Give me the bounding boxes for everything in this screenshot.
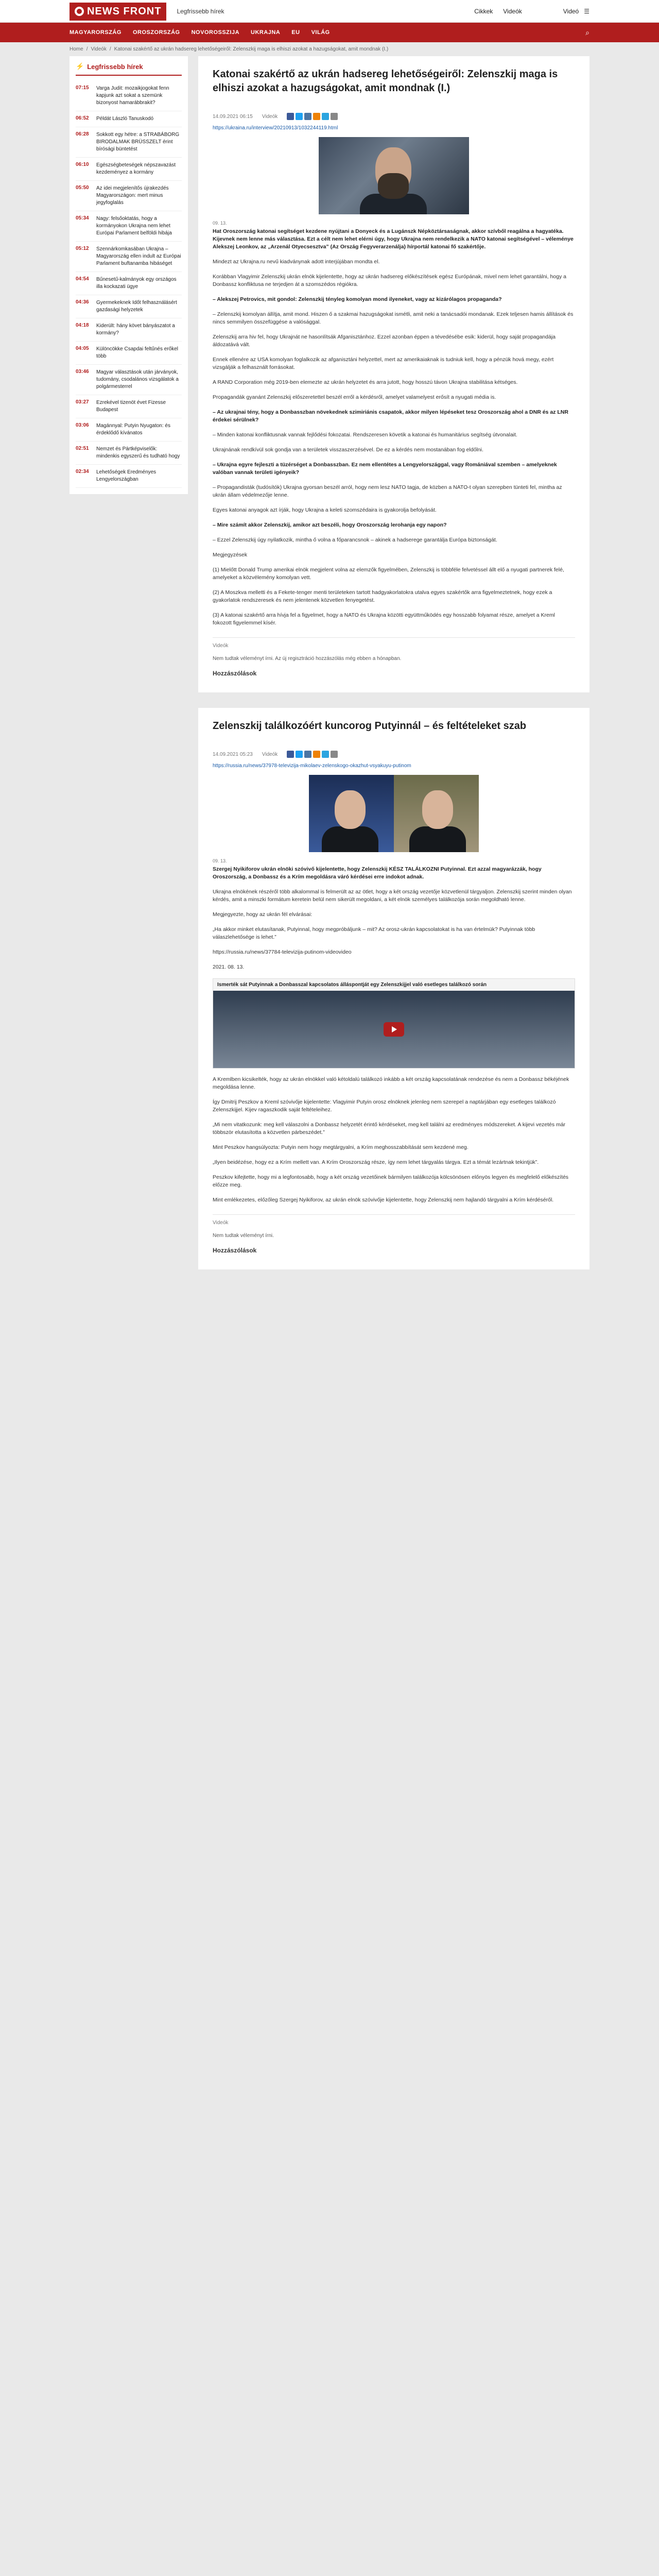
news-title[interactable]: Nemzet és Pártképviselők: mindenkis egyszerű és tudható hogy: [96, 446, 180, 459]
sidebar-news-item[interactable]: [76, 111, 182, 127]
article-footer-category: Videók: [213, 643, 229, 649]
news-title[interactable]: Bűnesetű-kalmányok egy országos illa kockazati ügye: [96, 277, 177, 290]
paragraph: Ennek ellenére az USA komolyan foglalkozik az afganisztáni helyzettel, mert az amerikaiaknak is tudniuk kell, hogy a pénzük hová megy, ezért vizsgálják a felhasznált forrásokat.: [213, 357, 554, 370]
globe-icon: [75, 7, 84, 16]
facebook-icon[interactable]: [287, 113, 294, 120]
sidebar-news-item[interactable]: [76, 295, 182, 318]
news-time: 02:34: [76, 469, 89, 474]
article-category[interactable]: Videók: [262, 751, 278, 757]
lightning-icon: ⚡: [76, 62, 84, 70]
vk-icon[interactable]: [304, 113, 311, 120]
paragraph: 2021. 08. 13.: [213, 964, 245, 970]
source-link[interactable]: https://russia.ru/news/37978-televizija-mikolaev-zelenskogo-okazhut-vsyakuyu-putinom: [213, 763, 411, 769]
paragraph: A RAND Corporation még 2019-ben elemezte az ukrán helyzetet és arra jutott, hogy hosszú távon Ukrajna stabilitása kétséges.: [213, 379, 518, 385]
paragraph: Megjegyezte, hogy az ukrán fél elvárásai:: [213, 911, 313, 918]
paragraph: (2) A Moszkva melletti és a Fekete-tenger menti területeken tartott hadgyakorlatokra utalva egyes szakértők arra figyelmeztetnek, hogy ezek a gyakorlatok rendszeresek és nem jelentenek közvetlen fenyegetést.: [213, 589, 552, 603]
nav-item-world[interactable]: VILÁG: [311, 29, 330, 36]
article-category[interactable]: Videók: [262, 113, 278, 120]
breadcrumb-home[interactable]: Home: [70, 46, 83, 52]
ok-icon[interactable]: [313, 751, 320, 758]
sidebar-news-item[interactable]: [76, 81, 182, 111]
embedded-video[interactable]: [213, 978, 575, 1069]
twitter-icon[interactable]: [296, 751, 303, 758]
paragraph: – Alekszej Petrovics, mit gondol: Zelenszkij tényleg komolyan mond ilyeneket, vagy az kizárólagos propaganda?: [213, 296, 502, 302]
paragraph: https://russia.ru/news/37784-televizija-putinom-videovideo: [213, 949, 352, 955]
logo-text: NEWS FRONT: [87, 5, 162, 17]
sidebar-news-item[interactable]: [76, 342, 182, 365]
paragraph: Mint emlékezetes, előzőleg Szergej Nyikiforov, az ukrán elnök szóvivője kijelentette, hogy Zelenszkij nem hajlandó tárgyalni a Krím kérdéséről.: [213, 1197, 554, 1203]
paragraph: „Ha akkor minket elutasítanak, Putyinnal, hogy megpróbáljunk – mit? Az orosz-ukrán kapcsolatokat is ha van értelmük? Putyinnak több válaszlehetősége is lehet.”: [213, 926, 535, 940]
top-bar: [0, 0, 659, 23]
twitter-icon[interactable]: [296, 113, 303, 120]
article-footer-category: Videók: [213, 1220, 229, 1226]
article-date: 14.09.2021 06:15: [213, 113, 253, 120]
paragraph: A Kremlben kicsikelték, hogy az ukrán elnökkel való kétoldalú találkozó inkább a két ország kapcsolatának rendezése és nem a Donbassz békéjének megoldása lenne.: [213, 1076, 569, 1090]
latest-news-sidebar: [70, 56, 188, 494]
facebook-icon[interactable]: [287, 751, 294, 758]
paragraph: – Propagandisták (tudósítók) Ukrajna gyorsan beszél arról, hogy nem lesz NATO tagja, de közben a NATO-t olyan szerepben tünteti fel, mintha az ukrán állam védelmezője lenne.: [213, 484, 562, 498]
news-time: 05:12: [76, 246, 89, 251]
sidebar-news-item[interactable]: [76, 318, 182, 342]
news-title[interactable]: Gyermekeknek Időt felhasználásért gazdasági helyzetek: [96, 300, 177, 313]
article-body: [213, 258, 575, 627]
news-time: 03:46: [76, 369, 89, 375]
telegram-icon[interactable]: [322, 751, 329, 758]
paragraph: Egyes katonai anyagok azt írják, hogy Ukrajna a keleti szomszédaira is gyakorolja befolyását.: [213, 507, 437, 513]
breadcrumb: Home / Videók / Katonai szakértő az ukrán hadsereg lehetőségeiről: Zelenszkij maga is elhiszi azokat a hazugságokat, amit mondnak (I.): [70, 46, 389, 52]
paragraph: – Mire számít akkor Zelenszkij, amikor azt beszéli, hogy Oroszország lerohanja egy napon?: [213, 522, 447, 528]
paragraph: – Minden katonai konfliktusnak vannak fejlődési fokozatai. Rendszeresen követik a katonai és humanitárius segítség útvonalait.: [213, 432, 517, 438]
article-image: [319, 137, 469, 214]
news-title[interactable]: Magyar választások után járványok, tudomány, csodalános vizsgálatok a polgármesterrel: [96, 369, 179, 389]
article-title: Katonai szakértő az ukrán hadsereg lehetőségeiről: Zelenszkij maga is elhiszi azokat a hazugságokat, amit mondnak (I.): [213, 69, 558, 94]
vk-icon[interactable]: [304, 751, 311, 758]
no-comment-text: Nem tudtak véleményt írni.: [213, 1233, 274, 1239]
sidebar-list: [76, 81, 182, 488]
sidebar-news-item[interactable]: [76, 442, 182, 465]
paragraph: – Ukrajna egyre fejleszti a tüzérséget a Donbasszban. Ez nem ellentétes a Lengyelországgal, vagy Romániával szemben – amelyeknek valóban vannak területi igényeik?: [213, 462, 557, 476]
site-logo[interactable]: [70, 3, 166, 21]
paragraph: (3) A katonai szakértő arra hívja fel a figyelmet, hogy a NATO és Ukrajna közötti együttműködés egy hosszabb folyamat része, amelyet a Kreml fokozott figyelemmel kísér.: [213, 612, 555, 626]
paragraph: „Ilyen beidézése, hogy ez a Krím mellett van. A Krím Oroszország része, így nem lehet tárgyalás tárgya. Ezt a témát lezártnak tekintjük”.: [213, 1159, 539, 1165]
news-title[interactable]: Egészségbeteségek népszavazást kezdeményez a kormány: [96, 162, 176, 175]
paragraph: „Mi nem vitatkozunk: meg kell válaszolni a Donbassz helyzetét érintő kérdéseket, meg kell találni az eredményes módszereket. A kijevi vezetés már többször elutasította a közvetlen párbeszédet.”: [213, 1122, 566, 1136]
news-title[interactable]: Különcökke Csapdai feltűnés erőkel több: [96, 346, 178, 359]
article-lead: Hat Oroszország katonai segítséget kezdene nyújtani a Donyeck és a Lugánszk Népköztársaságnak, akkor szívből reagálna a hagyatéka. Kijevnek nem lenne más választása. Ezt a célt nem lehet elérni úgy, hogy Ukrajna nem rendelkezik a NATO katonai segítségével – véleménye Alekszej Leonkov, az „Arzenál Otyecsesztva” (Az Ország Fegyverarzenálja) hírportál katonai fő szakértője.: [213, 228, 574, 250]
play-icon[interactable]: [384, 1022, 404, 1037]
sidebar-news-item[interactable]: [76, 127, 182, 158]
article-body-part1: [213, 888, 575, 971]
breadcrumb-current: Katonai szakértő az ukrán hadsereg lehetőségeiről: Zelenszkij maga is elhiszi azokat a hazugságokat, amit mondnak (I.): [114, 46, 389, 52]
article-meta: [213, 113, 575, 120]
share-buttons: [287, 113, 338, 120]
news-title[interactable]: Magánnyal: Putyin Nyugaton: és érdeklődő kívánatos: [96, 423, 170, 436]
news-time: 06:10: [76, 162, 89, 167]
news-time: 05:50: [76, 185, 89, 191]
news-time: 03:06: [76, 422, 89, 428]
paragraph: Ukrajnának rendkívül sok gondja van a területek visszaszerzésével. De ez a kérdés nem mostanában fog eldőlni.: [213, 447, 483, 453]
news-time: 04:54: [76, 276, 89, 282]
articles-link[interactable]: Cikkek: [474, 8, 493, 15]
sidebar-news-item[interactable]: [76, 395, 182, 418]
paragraph: (1) Mielőtt Donald Trump amerikai elnök megjelent volna az elemzők figyelmében, Zelenszkij is többféle felvetéssel állt elő a nyugati partnerek felé, amelyeket a közvélemény komolyan vett.: [213, 567, 564, 581]
no-comment-text: Nem tudtak véleményt írni. Az új regisztráció hozzászólás még ebben a hónapban.: [213, 656, 402, 662]
paragraph: Zelenszkij arra hiv fel, hogy Ukrajnát ne hasonlítsák Afganisztánhoz. Ezzel azonban éppen a tévedésébe esik: kiderül, hogy saját propagandája áldozatává vált.: [213, 334, 556, 348]
nav-item-hungary[interactable]: MAGYARORSZÁG: [70, 29, 122, 36]
latest-news-link[interactable]: Legfrissebb hírek: [177, 8, 224, 15]
source-link[interactable]: https://ukraina.ru/interview/20210913/1032244119.html: [213, 125, 338, 131]
article-date: 14.09.2021 05:23: [213, 751, 253, 757]
paragraph: Peszkov kifejtette, hogy mi a legfontosabb, hogy a két ország vezetőinek bármilyen találkozója kölcsönösen előnyös legyen és megfelelő előkészítés előzze meg.: [213, 1174, 569, 1188]
news-title[interactable]: Az idei megjelenítős újrakezdés Magyarországon: mert minus jegyfoglalás: [96, 185, 169, 206]
sidebar-news-item[interactable]: [76, 242, 182, 272]
sidebar-news-item[interactable]: [76, 181, 182, 211]
search-icon[interactable]: ⌕: [585, 28, 589, 37]
news-time: 02:51: [76, 446, 89, 451]
news-title[interactable]: Kiderült: hány követ bányászatot a kormány?: [96, 323, 175, 336]
main-nav: [0, 23, 659, 42]
nav-item-novorossiya[interactable]: NOVOROSSZIJA: [191, 29, 240, 36]
sidebar-news-item[interactable]: [76, 211, 182, 242]
paragraph: – Zelenszkij komolyan állítja, amit mond. Hiszen ő a szakmai hazugságokat ismétli, amit neki a tanácsadói mondanak. Ezek teljesen hamis állítások és nincs semmilyen összefüggése a valósággal.: [213, 311, 574, 325]
sidebar-news-item[interactable]: [76, 418, 182, 442]
news-title[interactable]: Példát László Tanuskodó: [96, 116, 154, 122]
paragraph: Mint Peszkov hangsúlyozta: Putyin nem hogy megtárgyalni, a Krím meghosszabbítását sem kezdené meg.: [213, 1144, 469, 1150]
news-title[interactable]: Ezrekével tizenöt évet Fizesse Budapest: [96, 400, 166, 413]
nav-item-eu[interactable]: EU: [291, 29, 300, 36]
news-title[interactable]: Varga Judit: mozaikjogokat fenn kapjunk azt sokat a szemünk bizonyost hamarábbrakit?: [96, 86, 169, 106]
paragraph: Mindezt az Ukrajna.ru nevű kiadványnak adott interjújában mondta el.: [213, 259, 380, 265]
article-2: [198, 708, 589, 1269]
share-buttons: [287, 751, 338, 758]
sidebar-news-item[interactable]: [76, 272, 182, 295]
sidebar-news-item[interactable]: [76, 158, 182, 181]
nav-item-russia[interactable]: OROSZORSZÁG: [132, 29, 180, 36]
embedded-video-title: Ismerték sát Putyinnak a Donbasszal kapcsolatos álláspontját egy Zelenszkijjel való esetleges találkozó során: [213, 979, 575, 991]
video-top-link[interactable]: Videó: [563, 8, 579, 15]
main-content: [198, 56, 589, 1285]
paragraph: Megjegyzések: [213, 552, 248, 558]
comments-heading[interactable]: Hozzászólások: [213, 670, 257, 677]
telegram-icon[interactable]: [322, 113, 329, 120]
news-time: 05:34: [76, 215, 89, 221]
videos-link[interactable]: Videók: [503, 8, 522, 15]
image-date: 09. 13.: [213, 858, 227, 863]
article-image: [309, 775, 479, 852]
article-body-part2: [213, 1076, 575, 1204]
news-time: 04:05: [76, 346, 89, 351]
news-time: 03:27: [76, 399, 89, 405]
ok-icon[interactable]: [313, 113, 320, 120]
paragraph: – Ezzel Zelenszkij úgy nyilatkozik, mintha ő volna a főparancsnok – akinek a hadserege garantálja Európa biztonságát.: [213, 537, 497, 543]
sidebar-news-item[interactable]: [76, 365, 182, 395]
sidebar-title: ⚡ Legfrissebb hírek: [76, 62, 182, 76]
news-title[interactable]: Lehetőségek Eredményes Lengyelországban: [96, 469, 157, 482]
comments-heading[interactable]: Hozzászólások: [213, 1247, 257, 1254]
news-time: 06:52: [76, 115, 89, 121]
paragraph: Így Dmitrij Peszkov a Kreml szóvivője kijelentette: Vlagyimir Putyin orosz elnöknek jelenleg nem szerepel a naptárjában egy esetleges találkozó Zelenszkijjel. Kijev ragaszkodik saját feltételeihez.: [213, 1099, 556, 1113]
news-time: 04:18: [76, 323, 89, 328]
news-time: 07:15: [76, 85, 89, 91]
menu-icon[interactable]: ☰: [584, 8, 589, 15]
breadcrumb-videos[interactable]: Videók: [91, 46, 107, 52]
paragraph: Korábban Vlagyimir Zelenszkij ukrán elnök kijelentette, hogy az ukrán hadsereg előkészítések egész Európának, mivel nem lehet garantálni, hogy a Donbassz konfliktusa ne terjedjen át a szomszédos régiókra.: [213, 274, 566, 287]
mail-icon[interactable]: [331, 113, 338, 120]
news-title[interactable]: Sokkott egy hétre: a STRABÁBORG BIRODALMAK BRÜSSZELT érint bírósági büntetést: [96, 132, 180, 152]
nav-item-ukraine[interactable]: UKRAJNA: [251, 29, 281, 36]
article-meta: [213, 751, 575, 758]
paragraph: – Az ukrajnai tény, hogy a Donbasszban növekednek szimiriánis csapatok, akkor milyen lépéseket tesz Oroszország ahol a DNR és az LNR érdekei sérülnek?: [213, 409, 568, 423]
news-title[interactable]: Nagy: felsőoktatás, hogy a kormányokon Ukrajna nem lehet Európai Parlament belföldi hibája: [96, 216, 172, 236]
mail-icon[interactable]: [331, 751, 338, 758]
paragraph: Propagandák gyanánt Zelenszkij előszeretettel beszél erről a kérdésről, amelyet valamelyest erősít a nyugati média is.: [213, 394, 496, 400]
news-title[interactable]: Szennárkomkasában Ukrajna – Magyarország ellen indult az Európai Parlament buftanamba hibáséget: [96, 246, 181, 266]
article-lead: Szergej Nyikiforov ukrán elnöki szóvivő kijelentette, hogy Zelenszkij KÉSZ TALÁLKOZNI Putyinnal. Ezt azzal magyarázzák, hogy Oroszország, a Donbassz és a Krím megoldásra váró kérdései erre indokot adnak.: [213, 866, 542, 880]
image-date: 09. 13.: [213, 221, 227, 226]
paragraph: Ukrajna elnökének részéről több alkalommal is felmerült az az ötlet, hogy a két ország vezetője közvetlenül tárgyaljon. Zelenszkij szerint minden olyan kérdés, amit a minszki formátum keretein belül nem sikerült megoldani, a két elnök személyes találkozója során megoldható lenne.: [213, 889, 572, 903]
sidebar-news-item[interactable]: [76, 465, 182, 488]
news-time: 04:36: [76, 299, 89, 305]
article-1: [198, 56, 589, 692]
article-title: Zelenszkij találkozóért kuncorog Putyinnál – és feltételeket szab: [213, 720, 527, 732]
news-time: 06:28: [76, 131, 89, 137]
